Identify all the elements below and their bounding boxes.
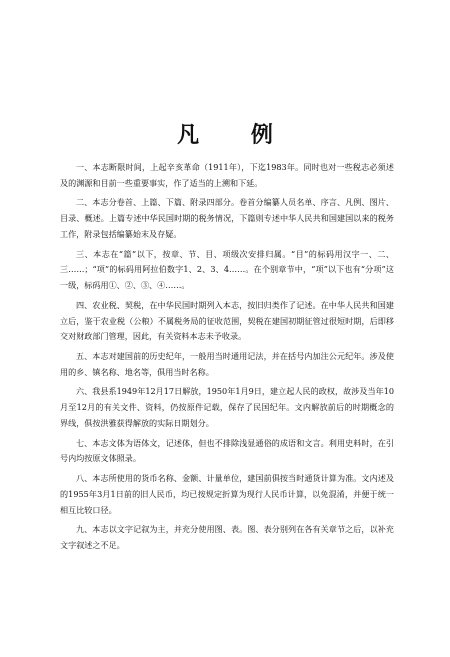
document-body xyxy=(60,160,394,558)
paragraph-9: 九、本志以文字记叙为主，并充分使用图、表。图、表分别列在各有关章节之后，以补充文字叙述之不足。 xyxy=(60,524,394,550)
page-title: 凡 例 xyxy=(177,123,295,148)
paragraph-1: 一、本志断限时间，上起辛亥革命（1911年），下迄1983年。同时也对一些税志必须述及的渊源和目前一些重要事实，作了适当的上溯和下延。 xyxy=(60,162,394,188)
paragraph-6: 六、我县系1949年12月17日解放，1950年1月9日，建立起人民的政权，故涉及当年10月至12月的有关文件、资料，仍按原件记载，保存了民国纪年。文内解放前后的时期概念的界线，俱按洪雅获得解放的实际日期划分。 xyxy=(60,386,394,428)
paragraph-5: 五、本志对建国前的历史纪年，一般用当时通用记法，并在括号内加注公元纪年。涉及使用的乡、镇名称、地名等，俱用当时名称。 xyxy=(60,350,394,377)
paragraph-7: 七、本志文体为语体文，记述体，但也不排除浅显通俗的成语和文言。利用史料时，在引号内均按原文体照录。 xyxy=(60,437,394,464)
paragraph-2: 二、本志分卷首、上篇、下篇、附录四部分。卷首分编纂人员名单、序言、凡例、图片、目录、概述。上篇专述中华民国时期的税务情况，下篇则专述中华人民共和国建国以来的税务工作，附录包括编纂始末及存疑。 xyxy=(60,197,394,239)
paragraph-8: 八、本志所使用的货币名称、金额、计量单位，建国前俱按当时通货计算为准。文内述及的1955年3月1日前的旧人民币，均已按规定折算为现行人民币计算，以免混淆，并便于统一相互比较口径。 xyxy=(60,472,394,515)
paragraph-3: 三、本志在“篇”以下，按章、节、目、项级次安排归属。“目”的标码用汉字一、二、三……；“项”的标码用阿拉伯数字1、2、3、4……。在个别章节中，“项”以下也有“分项”这一级，标码用①、②、③、④……。 xyxy=(60,248,394,291)
paragraph-4: 四、农业税、契税，在中华民国时期列入本志，按旧归类作了记述。在中华人民共和国建立后，鉴于农业税（公粮）不属税务局的征收范围，契税在建国初期征管过很短时期，后即移交对财政部门管理，因此，有关资料本志未予收录。 xyxy=(60,299,394,342)
